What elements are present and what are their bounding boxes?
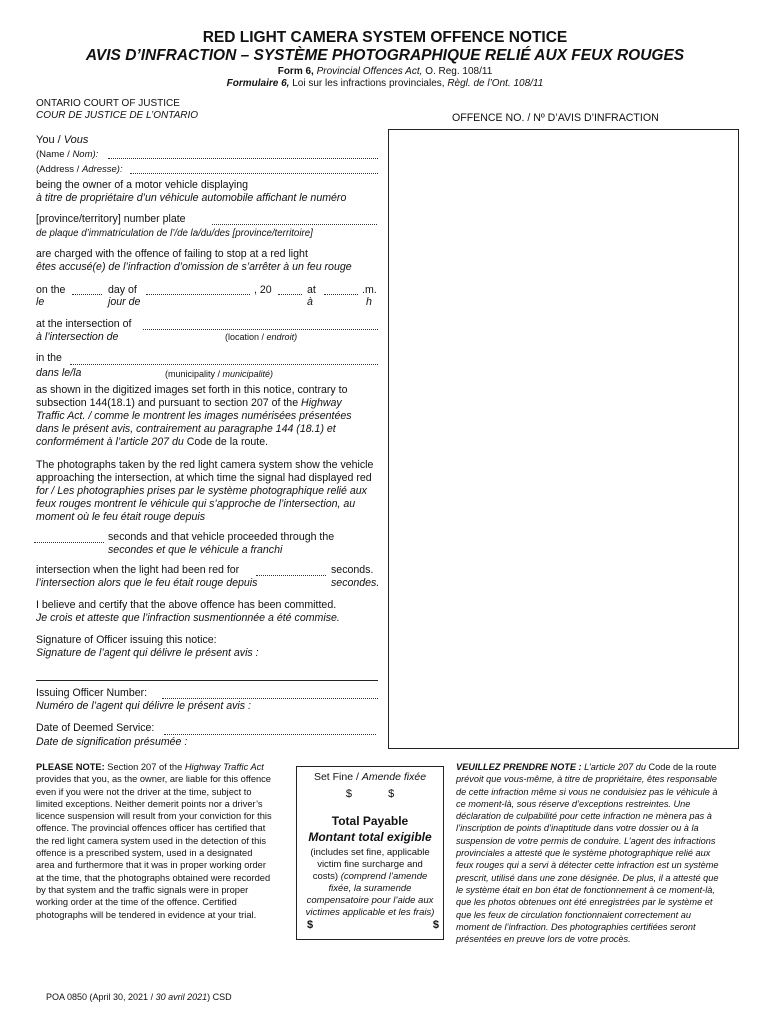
veuillez-note [456,761,736,945]
seconds-label: seconds. [331,564,374,576]
court-fr: COUR DE JUSTICE DE L’ONTARIO [36,110,199,121]
veuillez-line-8: provinciales a attesté que le système photographique relié aux [456,848,711,859]
certify-fr: Je crois et atteste que l’infraction susmentionnée a été commise. [36,612,340,624]
veuillez-line-13: que les feux de circulation fonctionnaient correctement au [456,909,691,920]
month-field[interactable] [146,294,250,295]
certify-en: I believe and certify that the above offence has been committed. [36,599,337,611]
veuillez-line-9: feux rouges qui a servi à détecter cette infraction est un système [456,860,719,871]
officer-number-en: Issuing Officer Number: [36,687,148,699]
please-note-line-13: photographs will be tendered in evidence at your trial. [36,909,257,920]
on-the-label: on the [36,284,66,296]
formulaire-number: Formulaire 6, [226,78,290,89]
officer-number-field[interactable] [162,698,378,699]
am-pm-label: .m. [362,284,377,296]
address-field[interactable] [130,173,378,174]
photographs-line-1: The photographs taken by the red light camera system show the vehicle [36,459,374,471]
day-of-label: day of [108,284,137,296]
veuillez-line-15: présentées en preuve lors de votre procès. [456,934,631,945]
year-field[interactable] [278,294,302,295]
total-amount-right[interactable]: $ [432,919,439,931]
owner-en: being the owner of a motor vehicle displaying [36,179,248,191]
form-reference [0,66,770,77]
please-note-line-12: working order at the time of the offence. Certified [36,897,237,908]
seconds-proceeded-fr: secondes et que le véhicule a franchi [108,544,283,556]
seconds-field-1[interactable] [34,542,104,543]
please-note-line-8: offence is a prescribed system, used in a designated [36,848,253,859]
municipality-label: (municipality / municipalité) [165,369,274,379]
veuillez-line-4: ce moment-là, sous réserve d’exceptions restreintes. Une [456,798,691,809]
total-payable-label: Total Payable [331,814,409,828]
municipality-field[interactable] [70,364,378,365]
title-en: RED LIGHT CAMERA SYSTEM OFFENCE NOTICE [202,29,568,46]
year-prefix: , 20 [254,284,272,296]
h-label: h [366,296,372,308]
please-note-line-5: licence suspension will result from your conviction for this [36,811,272,822]
intersection-fr: à l’intersection de [36,331,119,343]
veuillez-line-11: le système était en bon état de fonctionnement à ce moment-là, [456,884,715,895]
name-label: (Name / Nom): [36,149,99,160]
in-the-label: in the [36,352,62,364]
veuillez-line-2: prévoit que vous-même, à titre de propriétaire, êtes responsable [456,774,717,785]
at-label: at [307,284,316,296]
please-note-line-7: the red light camera system used in the detection of this [36,835,266,846]
intersection-red-en: intersection when the light had been red for [36,564,240,576]
photographs-line-5: moment où le feu était rouge depuis [36,511,206,523]
veuillez-line-10: prescrit, utilisé dans une zone désignée. De plus, il a attesté que [456,872,719,883]
signature-en: Signature of Officer issuing this notice: [36,634,217,646]
please-note [36,761,284,921]
secondes-label: secondes. [331,577,380,589]
contrary-line-2: subsection 144(18.1) and pursuant to section 207 of the Highway [36,397,342,409]
officer-number-fr: Numéro de l’agent qui délivre le présent avis : [36,700,251,712]
owner-fr: à titre de propriétaire d’un véhicule automobile affichant le numéro [36,192,347,204]
deemed-service-fr: Date de signification présumée : [36,736,188,748]
charged-en: are charged with the offence of failing to stop at a red light [36,248,308,260]
formulaire-reference [0,78,770,89]
form-act: Provincial Offences Act, [316,66,423,77]
veuillez-line-7: suspension de votre permis de conduire. L’agent des infractions [456,835,716,846]
seconds-proceeded-en: seconds and that vehicle proceeded through the [108,531,335,543]
a-label: à [307,296,313,308]
total-amount-left[interactable]: $ [307,919,314,931]
title-fr: AVIS D’INFRACTION – SYSTÈME PHOTOGRAPHIQUE RELIÉ AUX FEUX ROUGES [85,47,685,64]
offence-number-label: OFFENCE NO. / Nº D’AVIS D’INFRACTION [452,112,659,124]
veuillez-line-6: l’inscription de points d’inaptitude dans votre dossier ou à la [456,823,699,834]
you-label: You / Vous [36,134,89,146]
charged-fr: êtes accusé(e) de l’infraction d’omission de s’arrêter à un feu rouge [36,261,352,273]
contrary-line-3: Traffic Act. / comme le montrent les images numérisées présentées [36,410,352,422]
veuillez-line-5: déclaration de culpabilité pour cette infraction ne mènera pas à [456,811,712,822]
veuillez-line-3: de cette infraction même si vous ne conduisiez pas le véhicule à [456,786,718,797]
please-note-line-9: area and furthermore that it was in proper working order [36,860,266,871]
photographs-line-3: for / Les photographies prises par le système photographique relié aux [36,485,367,497]
intersection-field[interactable] [143,329,378,330]
day-field[interactable] [72,294,102,295]
veuillez-line-12: que les photos obtenues ont été enregistrées par le système et [456,897,713,908]
contrary-line-4: dans le présent avis, contrairement au paragraphe 144 (18.1) et [36,423,336,435]
contrary-line-5: conformément à l’article 207 du Code de la route. [36,436,269,448]
intersection-red-fr: l’intersection alors que le feu était rouge depuis [36,577,258,589]
signature-fr: Signature de l’agent qui délivre le présent avis : [36,647,259,659]
time-field[interactable] [324,294,358,295]
please-note-line-6: offence. The provincial offences officer has certified that [36,823,266,834]
form-number: Form 6, [277,66,314,77]
fine-box [296,766,444,940]
name-field[interactable] [108,158,378,159]
please-note-line-11: by that system and the traffic signals were in proper [36,884,249,895]
formulaire-regl: Règl. de l’Ont. 108/11 [447,78,544,89]
please-note-line-2: provides that you, as the owner, are liable for this offence [36,774,271,785]
please-note-line-3: even if you were not the driver at the time, subject to [36,786,252,797]
veuillez-line-14: moment de l’infraction. Des photographies certifiées seront [456,921,696,932]
photographs-line-4: feux rouges montrent le véhicule qui s’approche de l’intersection, au [36,498,356,510]
jour-de-label: jour de [108,296,141,308]
digitized-images-area [388,129,739,749]
deemed-service-field[interactable] [164,734,376,735]
plate-en: [province/territory] number plate [36,213,186,225]
set-fine-amount[interactable]: $ $ [345,788,395,800]
plate-fr: de plaque d’immatriculation de l’/de la/du/des [province/territoire] [36,228,313,239]
plate-field[interactable] [212,224,377,225]
please-note-line-4: limited exceptions. Neither demerit points nor a driver’s [36,798,263,809]
form-code-footer: POA 0850 (April 30, 2021 / 30 avril 2021) CSD [46,992,232,1002]
form-regulation: O. Reg. 108/11 [425,66,493,77]
le-label: le [36,296,45,308]
montant-label: Montant total exigible [308,830,432,844]
location-label: (location / endroit) [225,332,298,342]
intersection-en: at the intersection of [36,318,132,330]
address-label: (Address / Adresse): [36,164,123,175]
please-note-line-1: PLEASE NOTE: Section 207 of the Highway Traffic Act [36,762,264,772]
contrary-line-1: as shown in the digitized images set forth in this notice, contrary to [36,384,348,396]
deemed-service-en: Date of Deemed Service: [36,722,155,734]
court-en: ONTARIO COURT OF JUSTICE [36,98,180,109]
seconds-field-2[interactable] [256,575,326,576]
dans-le-label: dans le/la [36,367,82,379]
set-fine-label: Set Fine / Amende fixée [313,771,427,783]
signature-line[interactable] [36,680,378,681]
veuillez-line-1: VEUILLEZ PRENDRE NOTE : L’article 207 du Code de la route [456,762,717,772]
formulaire-loi: Loi sur les infractions provinciales, [292,78,445,89]
please-note-line-10: at the time, that the photographs obtained were recorded [36,872,271,883]
total-payable-description: (includes set fine, applicable victim fine surcharge and costs) (comprend l’amende fixée, la suramende compensatoire pour l’aide aux victimes applicable et les frais) [305,847,435,918]
photographs-line-2: approaching the intersection, at which time the signal had displayed red [36,472,372,484]
